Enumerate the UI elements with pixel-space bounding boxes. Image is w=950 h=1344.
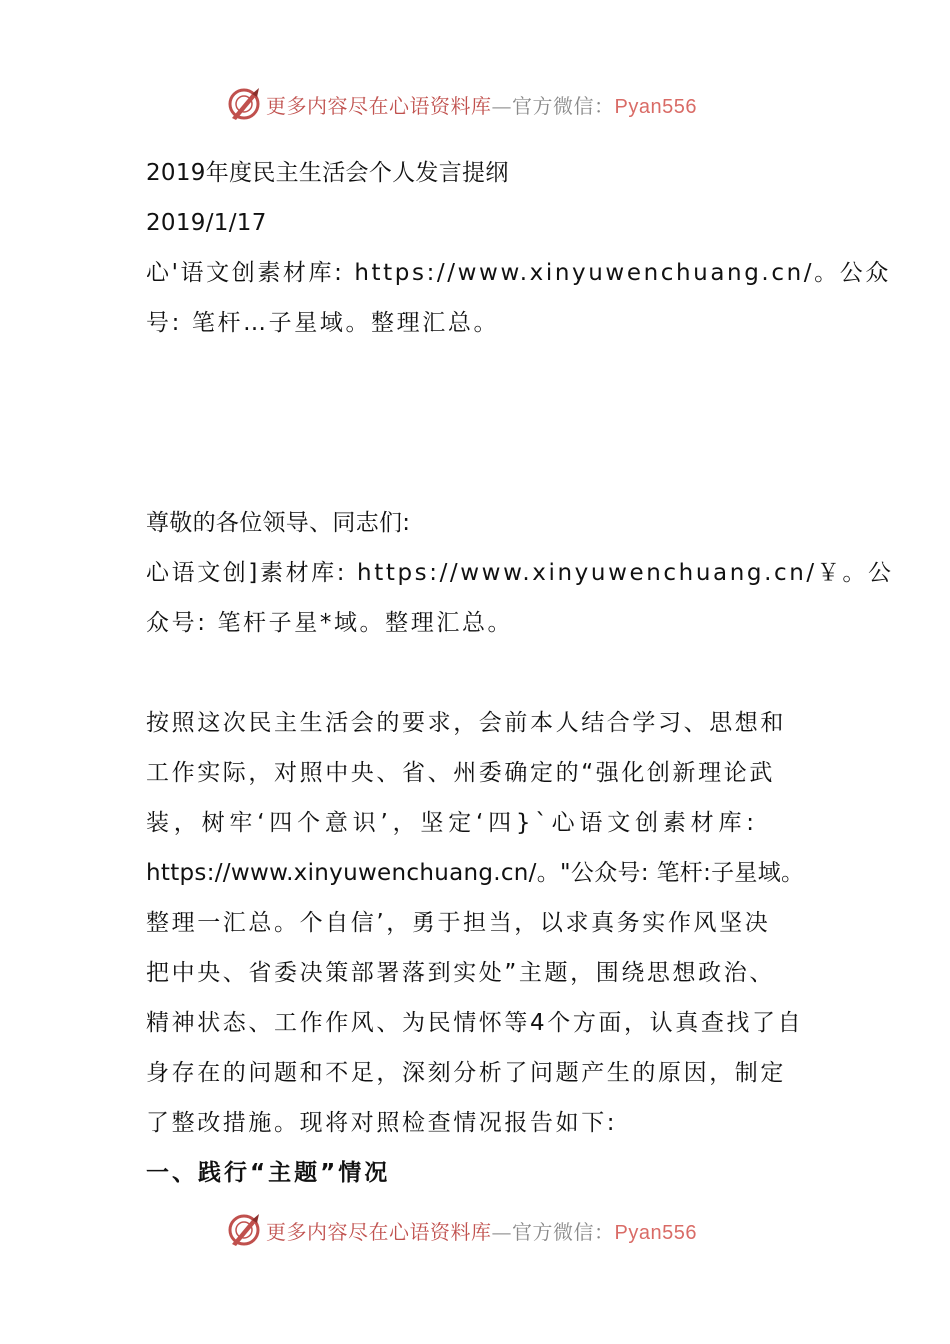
watermark-text xyxy=(266,90,697,119)
document-body xyxy=(146,148,894,1198)
watermark-dash: — xyxy=(491,1219,512,1244)
source-note-line-2: 号: 笔杆…子星域。整理汇总。 xyxy=(146,310,500,336)
body-line: 把中央、省委决策部署落到实处”主题，围绕思想政治、 xyxy=(146,960,775,986)
body-line: 身存在的问题和不足，深刻分析了问题产生的原因，制定 xyxy=(146,1060,786,1086)
footer-watermark xyxy=(226,1208,746,1252)
watermark-wechat-id: Pyan556 xyxy=(614,95,697,118)
section-heading: 一、践行“主题”情况 xyxy=(146,1160,391,1186)
watermark-text xyxy=(266,1216,697,1245)
watermark-wechat-label: 官方微信： xyxy=(512,1219,615,1244)
quill-pen-logo-icon xyxy=(226,1212,262,1248)
body-line: 工作实际，对照中央、省、州委确定的“强化创新理论武 xyxy=(146,760,775,786)
header-watermark xyxy=(226,82,746,126)
body-line: 装，树牢‘四个意识’，坚定‘四}`心语文创素材库: xyxy=(146,810,759,836)
greeting: 尊敬的各位领导、同志们: xyxy=(146,510,411,536)
watermark-wechat-id: Pyan556 xyxy=(614,1221,697,1244)
spacer xyxy=(146,448,808,498)
watermark-dash: — xyxy=(491,93,512,118)
watermark-wechat-label: 官方微信： xyxy=(512,93,615,118)
body-line: https://www.xinyuwenchuang.cn/。"公众号: 笔杆:子星域。 xyxy=(146,860,805,886)
body-line: 按照这次民主生活会的要求，会前本人结合学习、思想和 xyxy=(146,710,786,736)
spacer xyxy=(146,348,808,448)
source-note-2-line-2: 众号: 笔杆子星*域。整理汇总。 xyxy=(146,610,514,636)
body-line: 精神状态、工作作风、为民情怀等4个方面，认真查找了自 xyxy=(146,1010,804,1036)
spacer xyxy=(146,648,808,698)
document-date: 2019/1/17 xyxy=(146,210,267,236)
body-line: 了整改措施。现将对照检查情况报告如下: xyxy=(146,1110,618,1136)
source-note-2-line-1: 心语文创]素材库: https://www.xinyuwenchuang.cn/￥。公 xyxy=(146,560,894,586)
watermark-main: 更多内容尽在心语资料库 xyxy=(266,1219,492,1244)
quill-pen-logo-icon xyxy=(226,86,262,122)
document-title: 2019年度民主生活会个人发言提纲 xyxy=(146,160,509,186)
watermark-main: 更多内容尽在心语资料库 xyxy=(266,93,492,118)
body-line: 整理一汇总。个自信’，勇于担当，以求真务实作风坚决 xyxy=(146,910,771,936)
source-note-line-1: 心'语文创素材库: https://www.xinyuwenchuang.cn/。公众 xyxy=(146,260,891,286)
